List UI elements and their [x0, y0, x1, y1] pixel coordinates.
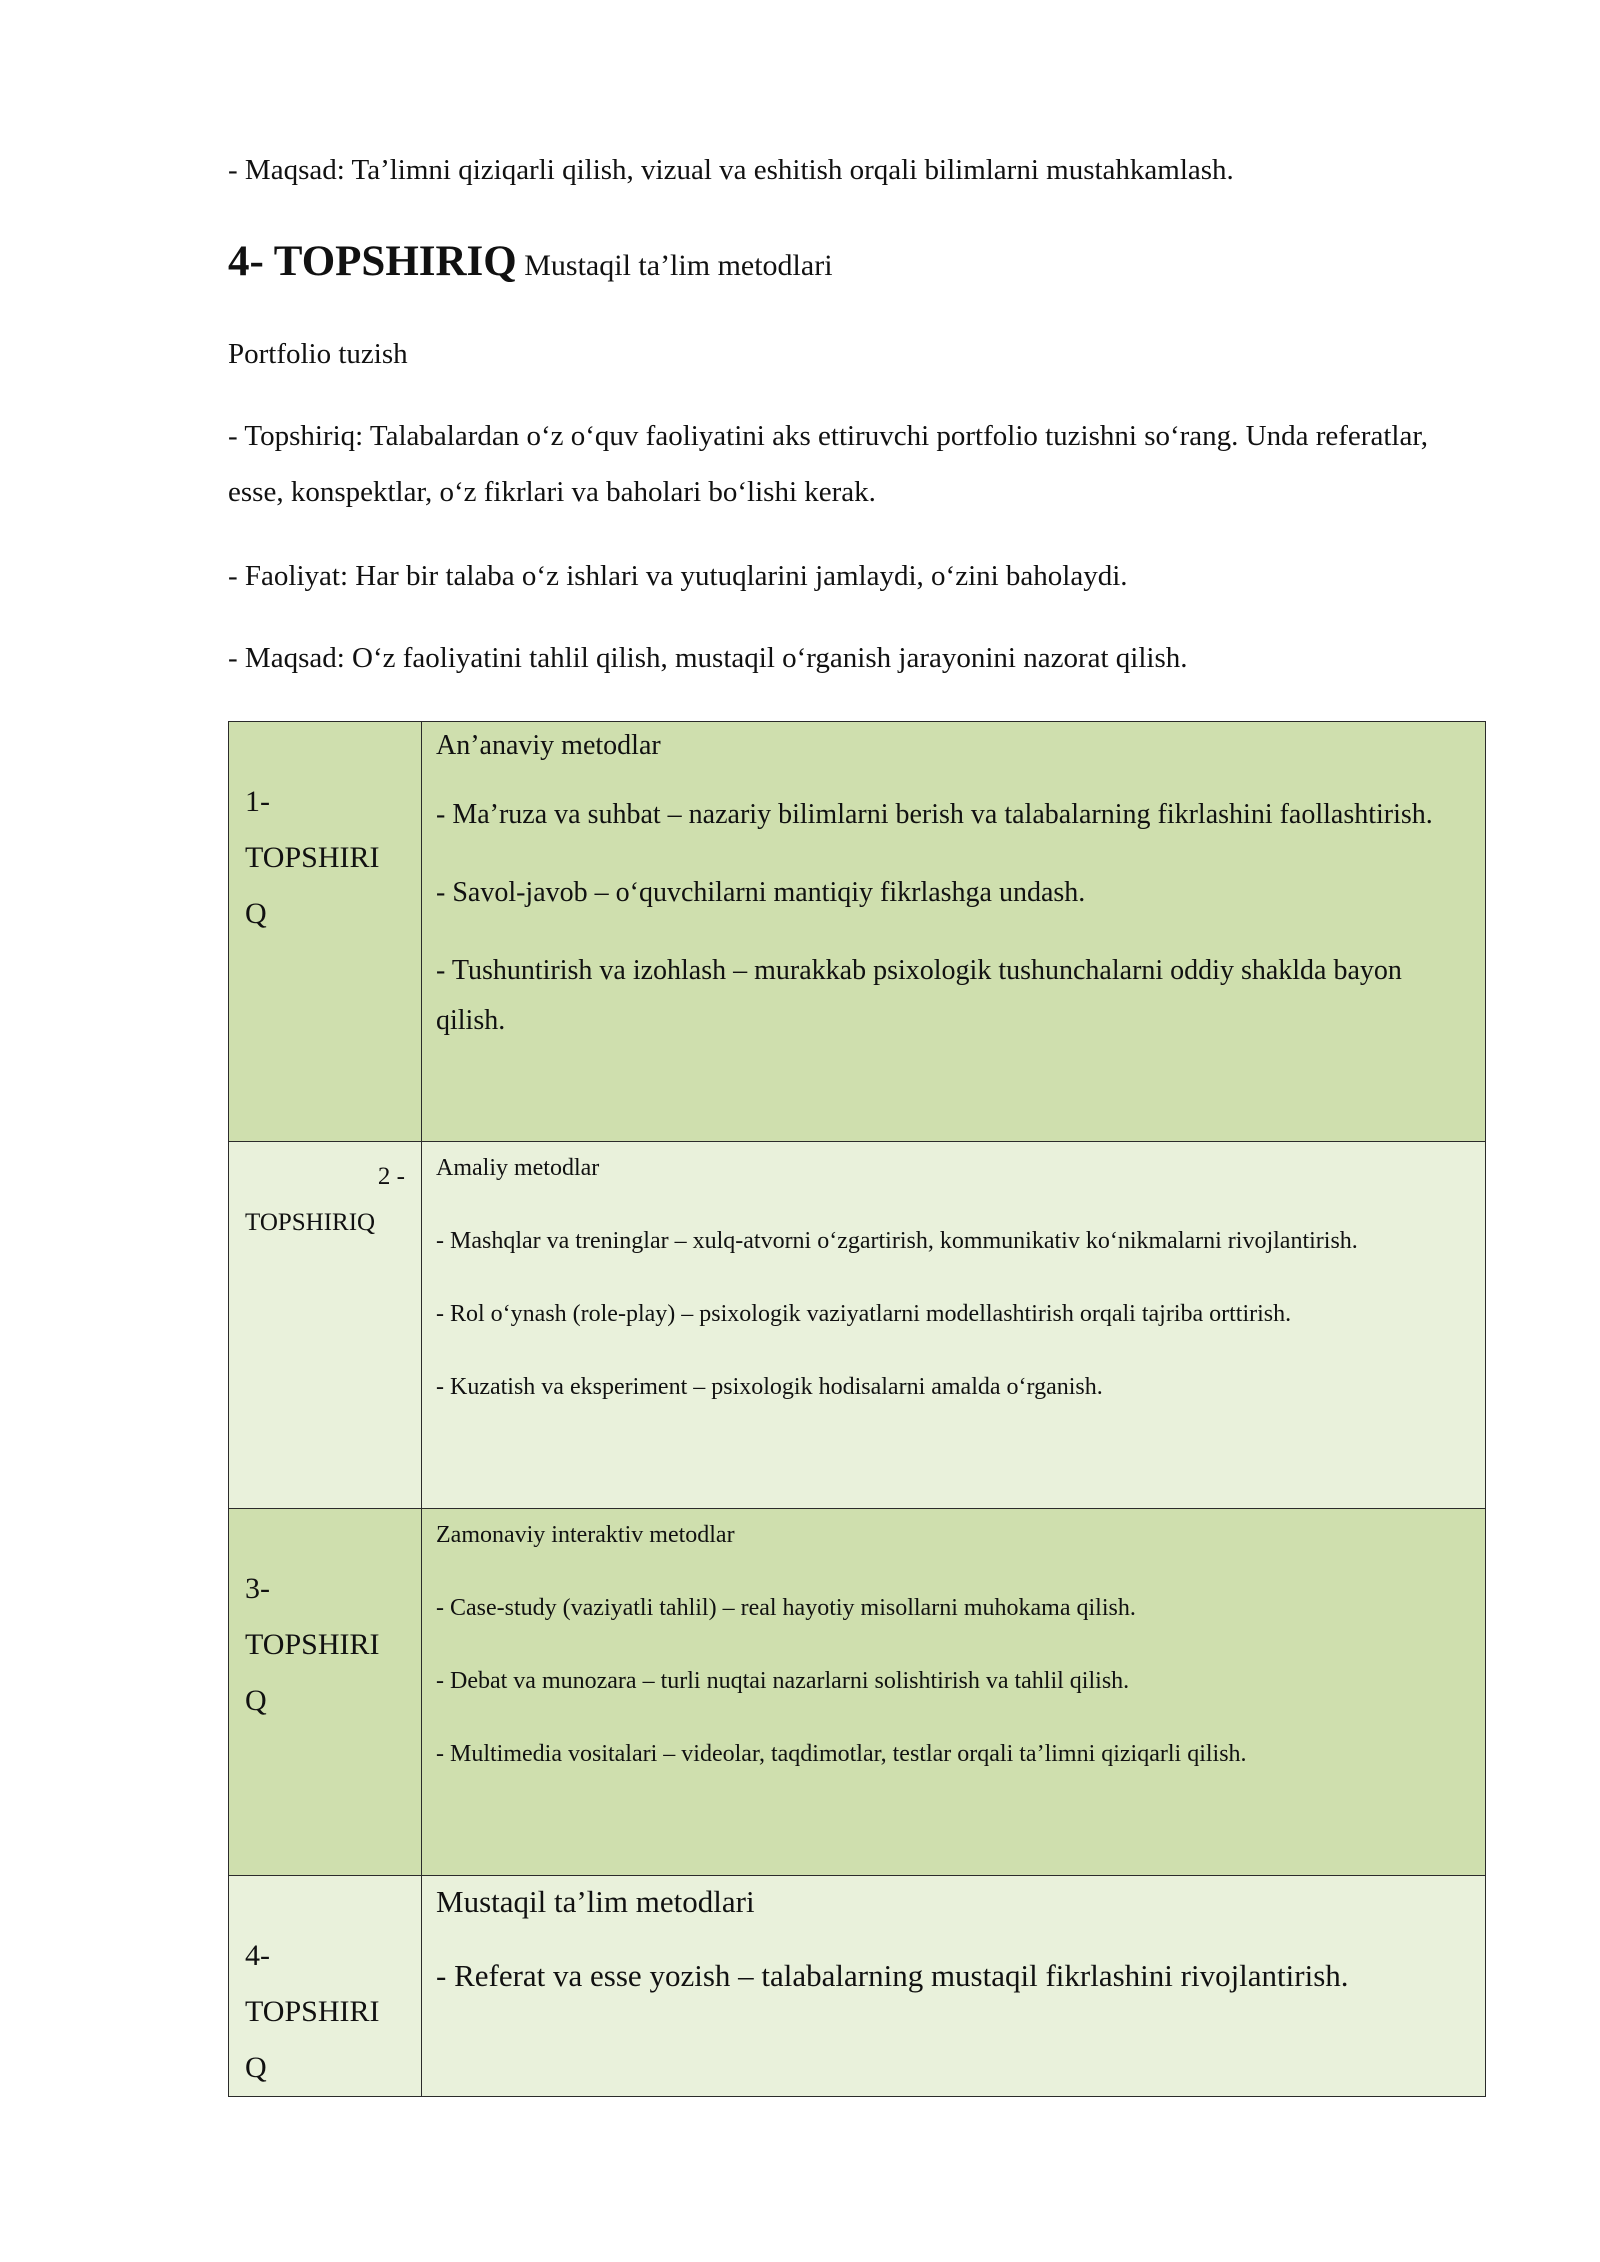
row-number-cell	[229, 1509, 422, 1876]
table-row	[229, 722, 1486, 1142]
topshiriq-paragraph: - Topshiriq: Talabalardan o‘z o‘quv faoliyatini aks ettiruvchi portfolio tuzishni so‘rang. Unda referatlar, esse, konspektlar, o‘z fikrlari va baholari bo‘lishi kerak.	[228, 420, 1429, 508]
row-number-line: TOPSHIRI	[245, 1628, 380, 1661]
row-number-line: Q	[245, 897, 267, 930]
table-row	[229, 1876, 1486, 2097]
row-number-label	[229, 1142, 421, 1246]
section-heading-subtitle: Mustaqil ta’lim metodlari	[516, 249, 833, 282]
method-item: - Mashqlar va treninglar – xulq-atvorni o‘zgartirish, kommunikativ ko‘nikmalarni rivojlantirish.	[436, 1228, 1358, 1254]
row-number-cell	[229, 722, 422, 1142]
row-number-cell	[229, 1142, 422, 1509]
row-number-line: TOPSHIRIQ	[245, 1209, 376, 1236]
row-number-line: Q	[245, 1684, 267, 1717]
row-number-line: Q	[245, 2051, 267, 2084]
method-item: - Savol-javob – o‘quvchilarni mantiqiy fikrlashga undash.	[436, 877, 1086, 908]
intro-maqsad-line: - Maqsad: Ta’limni qiziqarli qilish, vizual va eshitish orqali bilimlarni mustahkamlash.	[228, 154, 1234, 186]
method-item: - Referat va esse yozish – talabalarning mustaqil fikrlashini rivojlantirish.	[436, 1958, 1349, 1993]
method-item: - Kuzatish va eksperiment – psixologik hodisalarni amalda o‘rganish.	[436, 1374, 1103, 1400]
method-title: An’anaviy metodlar	[436, 730, 661, 761]
row-number-label	[229, 1509, 421, 1729]
method-item: - Tushuntirish va izohlash – murakkab psixologik tushunchalarni oddiy shaklda bayon qilish.	[436, 955, 1402, 1036]
method-item: - Case-study (vaziyatli tahlil) – real hayotiy misollarni muhokama qilish.	[436, 1595, 1136, 1621]
method-title: Amaliy metodlar	[436, 1155, 600, 1181]
row-number-line: TOPSHIRI	[245, 1995, 380, 2028]
method-title: Zamonaviy interaktiv metodlar	[436, 1522, 735, 1548]
row-number-line: 2 -	[377, 1163, 405, 1190]
row-number-cell	[229, 1876, 422, 2097]
method-item: - Ma’ruza va suhbat – nazariy bilimlarni berish va talabalarning fikrlashini faollashtirish.	[436, 799, 1433, 830]
section-heading	[228, 228, 833, 300]
maqsad-paragraph: - Maqsad: O‘z faoliyatini tahlil qilish, mustaqil o‘rganish jarayonini nazorat qilish.	[228, 642, 1188, 674]
faoliyat-paragraph: - Faoliyat: Har bir talaba o‘z ishlari va yutuqlarini jamlaydi, o‘zini baholaydi.	[228, 560, 1128, 592]
row-number-line: TOPSHIRI	[245, 841, 380, 874]
method-item: - Debat va munozara – turli nuqtai nazarlarni solishtirish va tahlil qilish.	[436, 1668, 1130, 1694]
row-number-line: 3-	[245, 1572, 270, 1605]
portfolio-subtitle: Portfolio tuzish	[228, 338, 408, 370]
row-number-label	[229, 1876, 421, 2096]
section-heading-number: 4- TOPSHIRIQ	[228, 238, 517, 285]
table-row	[229, 1142, 1486, 1509]
table-row	[229, 1509, 1486, 1876]
row-content-cell	[422, 1142, 1486, 1509]
row-number-line: 1-	[245, 785, 270, 818]
row-content-cell	[422, 722, 1486, 1142]
method-item: - Multimedia vositalari – videolar, taqdimotlar, testlar orqali ta’limni qiziqarli qilish.	[436, 1741, 1247, 1767]
row-number-label	[229, 722, 421, 942]
method-item: - Rol o‘ynash (role-play) – psixologik vaziyatlarni modellashtirish orqali tajriba orttirish.	[436, 1301, 1292, 1327]
row-content-cell	[422, 1876, 1486, 2097]
row-content-cell	[422, 1509, 1486, 1876]
methods-table	[228, 721, 1486, 2097]
method-title: Mustaqil ta’lim metodlari	[436, 1884, 755, 1919]
row-number-line: 4-	[245, 1939, 270, 1972]
